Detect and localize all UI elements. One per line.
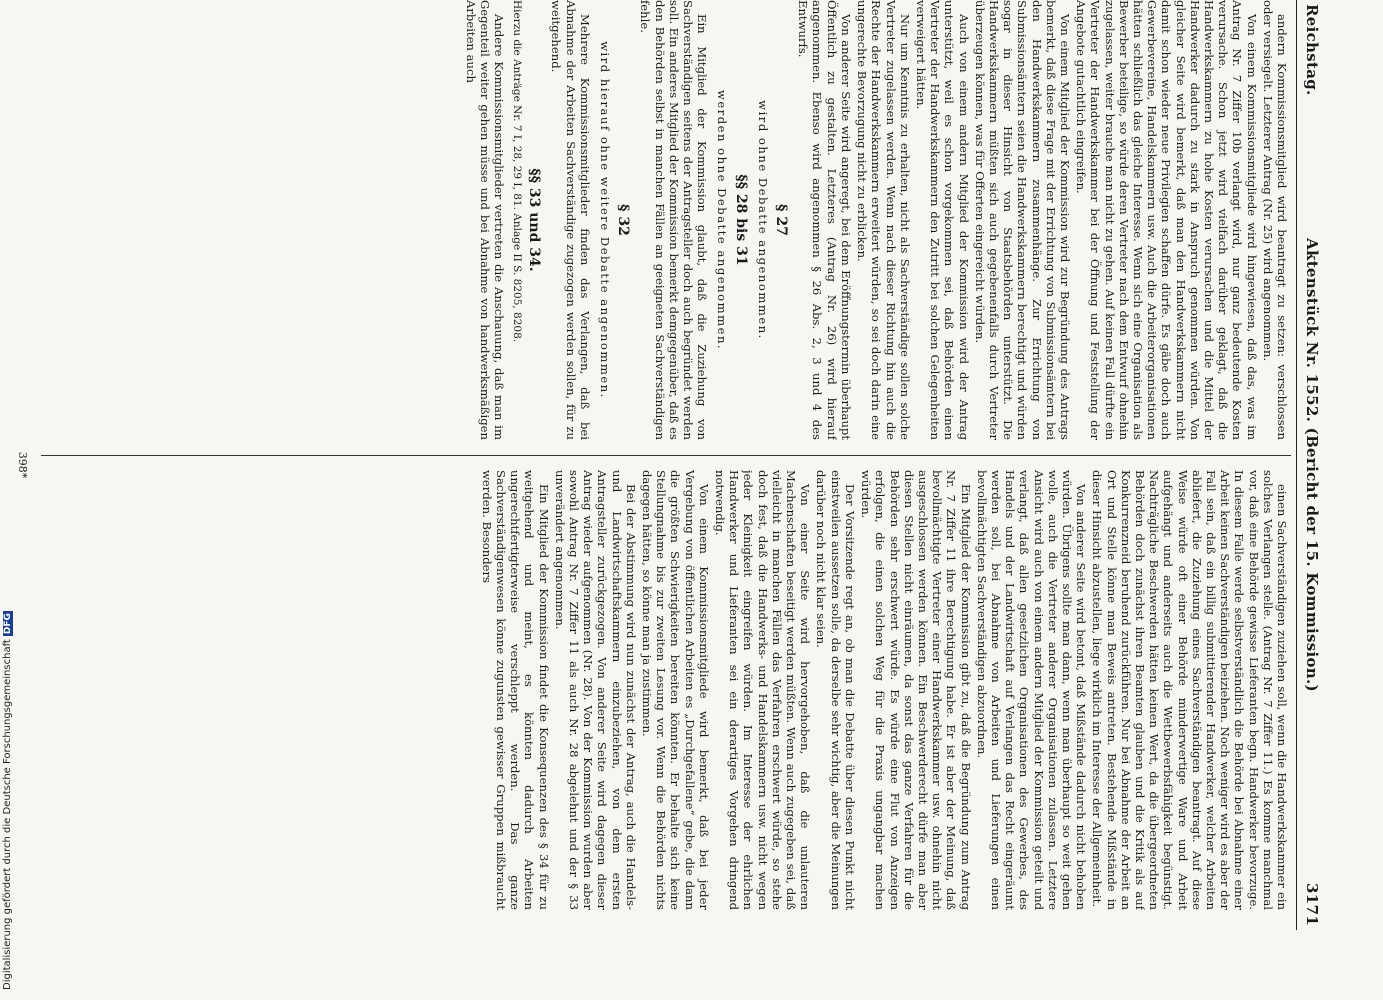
paragraph: Der Vorsitzende regt an, ob man die Debatte über diesen Punkt nicht einstweilen aussetzen solle, da derselbe sehr wichtig, aber die Meinungen darüber noch nicht klar seien. <box>814 470 857 910</box>
paragraph: einen Sachverständigen zuziehen soll, wenn die Handwerkskammer ein solches Verlangen stelle. (Antrag Nr. 7 Ziffer 11.) Es komme manchmal vor, daß eine Behörde gewisse Lieferanten begn. Handwerker bevorzuge. In diesem Falle werde selbstverständlich die Behörde bei Abnahme einer Arbeit keinen Sachverständigen beiziehen. Noch weniger wird es aber der Fall sein, daß ein billig submittierender Handwerker, welcher Arbeiten abliefert, die Zuziehung eines Sachverständigen beantragt. Auf diese Weise würde oft einer Behörde minderwertige Ware und Arbeit aufgehängt und anderseits auch die Wettbewerbsfähigkeit begünstigt. Nachträgliche Beschwerden hätten keinen Wert, da die übergeordneten Behörden doch zunächst ihren Beamten glauben und die Kritik als auf Konkurrenzneid beruhend zurückführen. Nur bei Abnahme der Arbeit an Ort und Stelle könne man Beweis antreten. Bestehende Mißstände in dieser Hinsicht abzustellen, liege wirklich im Interesse der Allgemeinheit. <box>1090 470 1289 910</box>
header-left: Reichstag. <box>1303 4 1321 96</box>
document-sheet <box>16 0 1323 930</box>
right-column <box>39 470 1289 910</box>
paragraph: andern Kommissionsmitglied wird beantragt zu setzen: verschlossen oder versiegelt. Letzterer Antrag (Nr. 25) wird angenommen. <box>1260 0 1289 440</box>
paragraph: Auch von einem andern Mitglied der Kommission wird der Antrag unterstützt, weil es schon vorgekommen sei, daß Behörden einen Vertreter der Handwerkskammern den Zutritt bei solchen Gelegenheiten verweigert hätten. <box>913 0 971 440</box>
section-heading: §§ 33 und 34. <box>526 168 543 272</box>
page-header <box>1296 0 1323 930</box>
paragraph: Ein Mitglied der Kommission findet die Konsequenzen des § 34 für zu weitgehend und meint, es könnten dadurch Arbeiten ungerechtfertigterweise verschleppt werden. Das ganze Sachverständigenwesen könne zugunsten gewisser Gruppen mißbraucht werden. Besonders <box>479 470 551 910</box>
paragraph: Von anderer Seite wird betont, daß Mißstände dadurch nicht behoben würden. Übrigens sollte man dann, wenn man überhaupt so weit gehen wolle, auch die Vertreter anderer Organisationen zulassen. Letztere Ansicht wird auch von einem andern Mitglied der Kommission geteilt und verlangt, daß allen gesetzlichen Organisationen des Gewerbes, des Handels und der Landwirtschaft auf Verlangen das Recht eingeräumt werden soll, bei Abnahme von Arbeiten und Lieferungen einen bevollmächtigten Sachverständigen abzuordnen. <box>974 470 1089 910</box>
paragraph: Ein Mitglied der Kommission gibt zu, daß die Begründung zum Antrag Nr. 7 Ziffer 11 ihre Berechtigung habe. Er ist aber der Meinung, daß bevollmächtigte Vertreter einer Handwerkskammer usw. ohnehin nicht ausgeschlossen werden können. Ein Beschwerderecht dürfe man aber diesen Stellen nicht einräumen, da sonst das ganze Verfahren für die Behörden sehr erschwert würde. Es würde eine Flut von Anzeigen erfolgen, die einen solchen Weg für die Praxis ungangbar machen würden. <box>859 470 973 910</box>
paragraph: Von einem Mitglied der Kommission wird zur Begründung des Antrags bemerkt, daß diese Frage mit der Errichtung von Submissionsämtern bei den Handwerkskammern zusammenhänge. Zur Errichtung von Submissionsämtern seien die Handwerkskammern berechtigt und würden sogar in dieser Hinsicht von Staatsbehörden unterstützt. Die Handwerkskammern müßten sich auch gegebenenfalls durch Vertreter überzeugen können, was für Offerten eingereicht würden. <box>972 0 1072 440</box>
column-divider <box>41 455 1291 456</box>
section-heading: § 27 <box>773 204 790 236</box>
paragraph: Ein Mitglied der Kommission glaubt, daß die Zuziehung von Sachverständigen seitens der Antragsteller doch auch begründet werden soll. Ein anderes Mitglied der Kommission bemerkt demgegenüber, daß es den Behörden selbst in manchen Fällen an geeigneten Sachverständigen fehle. <box>638 0 710 440</box>
paragraph: Von anderer Seite wird angeregt, bei dem Eröffnungstermin überhaupt Öffentlich zu gestalten. Letzteres (Antrag Nr. 26) wird hierauf angenommen. Ebenso wird angenommen § 26 Abs. 2, 3 und 4 des Entwurfs. <box>796 0 853 440</box>
paragraph: Bei der Abstimmung wird nun zunächst der Antrag, auch die Handels- und Landwirtschaftskammern einzubeziehen, von dem ersten Antragsteller zurückgezogen. Von anderer Seite wird dagegen dieser Antrag wieder aufgenommen (Nr. 28). Von der Kommission wurden aber sowohl Antrag Nr. 7 Ziffer 11 als auch Nr. 28 abgelehnt und der § 33 unverändert angenommen. <box>552 470 638 910</box>
paragraph: Nur um Kenntnis zu erhalten, nicht als Sachverständige sollen solche Vertreter zugelassen werden. Wenn nach dieser Richtung hin auch die Rechte der Handwerkskammern erweitert würden, so sei doch darin eine ungerechte Bevorzugung nicht zu erblicken. <box>855 0 912 440</box>
paragraph: Mehrere Kommissionsmitglieder finden das Verlangen, daß bei Abnahme der Arbeiten Sachverständige zugezogen werden sollen, für zu weitgehend. <box>549 0 592 440</box>
paragraph: werden ohne Debatte angenommen. <box>715 89 730 351</box>
digitization-credit <box>2 610 18 990</box>
page-number: 3171 <box>1303 883 1321 926</box>
section-heading: § 32 <box>615 204 632 236</box>
paragraph: Von einer Seite wird hervorgehoben, daß die unlauteren Machenschaften beseitigt werden müßten. Wenn auch zugegeben sei, daß vielleicht in manchen Fällen das Verfahren erschwert würde, so stehe doch fest, daß die Handwerks- und Handelskammern usw. nicht wegen jeder Kleinigkeit eingreifen würden. Im Interesse der ehrlichen Handwerker und Lieferanten sei ein derartiges Vorgehen dringend notwendig. <box>713 470 813 910</box>
rotated-sheet <box>16 0 1323 930</box>
left-column <box>39 0 1289 440</box>
note-text: Hierzu die Anträge Nr. 7 I, 28, 29 I, 81. Anlage II S. 8205, 8208. <box>511 0 524 343</box>
header-title: Aktenstück Nr. 1552. (Bericht der 15. Kommission.) <box>1303 238 1321 692</box>
paragraph: Von einem Kommissionsmitgliede wird bemerkt, daß bei jeder Vergebung von öffentlichen Arbeiten es „Durchgefallene“ gebe, die dann die größten Schwierigkeiten bereiten könnten. Er behalte sich keine Stellungnahme bis zur zweiten Lesung vor. Wenn die Behörden nichts dagegen hätten, so könne man ja zustimmen. <box>640 470 711 910</box>
paragraph: Andere Kommissionsmitglieder vertreten die Anschauung, daß man im Gegenteil weiter gehen müsse und bei Abnahme von handwerksmäßigen Arbeiten auch <box>463 0 507 440</box>
credit-text: Digitalisierung gefördert durch die Deutsche Forschungsgemeinschaft <box>2 639 13 990</box>
footer-signature: 398* <box>16 451 30 479</box>
paragraph: Von einem Kommissionsmitgliede wird hingewiesen, daß das, was im Antrag Nr. 7 Ziffer 10b verlangt wird, nur ganz bedeutende Kosten verursache. Schon jetzt wird vielfach darüber geklagt, daß die Handwerkskammern zu hohe Kosten verursachen und die Mittel der Handwerker dadurch zu stark in Anspruch genommen würden. Von gleicher Seite wird bemerkt, daß man den Handwerkskammern nicht damit schon wieder neue Privilegien schaffen dürfe. Es gäbe doch auch Gewerbevereine, Handelskammern usw. Auch die Arbeiterorganisationen hätten schließlich das gleiche Interesse. Wenn sich eine Organisation als Bewerber beteilige, so würde deren Vertreter nach dem Entwurf ohnehin zugelassen, weiter brauche man nicht zu gehen. Auf keinen Fall dürfte ein Vertreter der Handwerkskammer bei der Öffnung und Feststellung der Angebote gutachtlich eingreifen. <box>1074 0 1259 440</box>
dfg-logo: DFG <box>3 613 13 635</box>
paragraph: wird hierauf ohne weitere Debatte angenommen. <box>598 41 613 399</box>
paragraph: wird ohne Debatte angenommen. <box>755 100 770 340</box>
section-heading: §§ 28 bis 31 <box>732 174 749 266</box>
